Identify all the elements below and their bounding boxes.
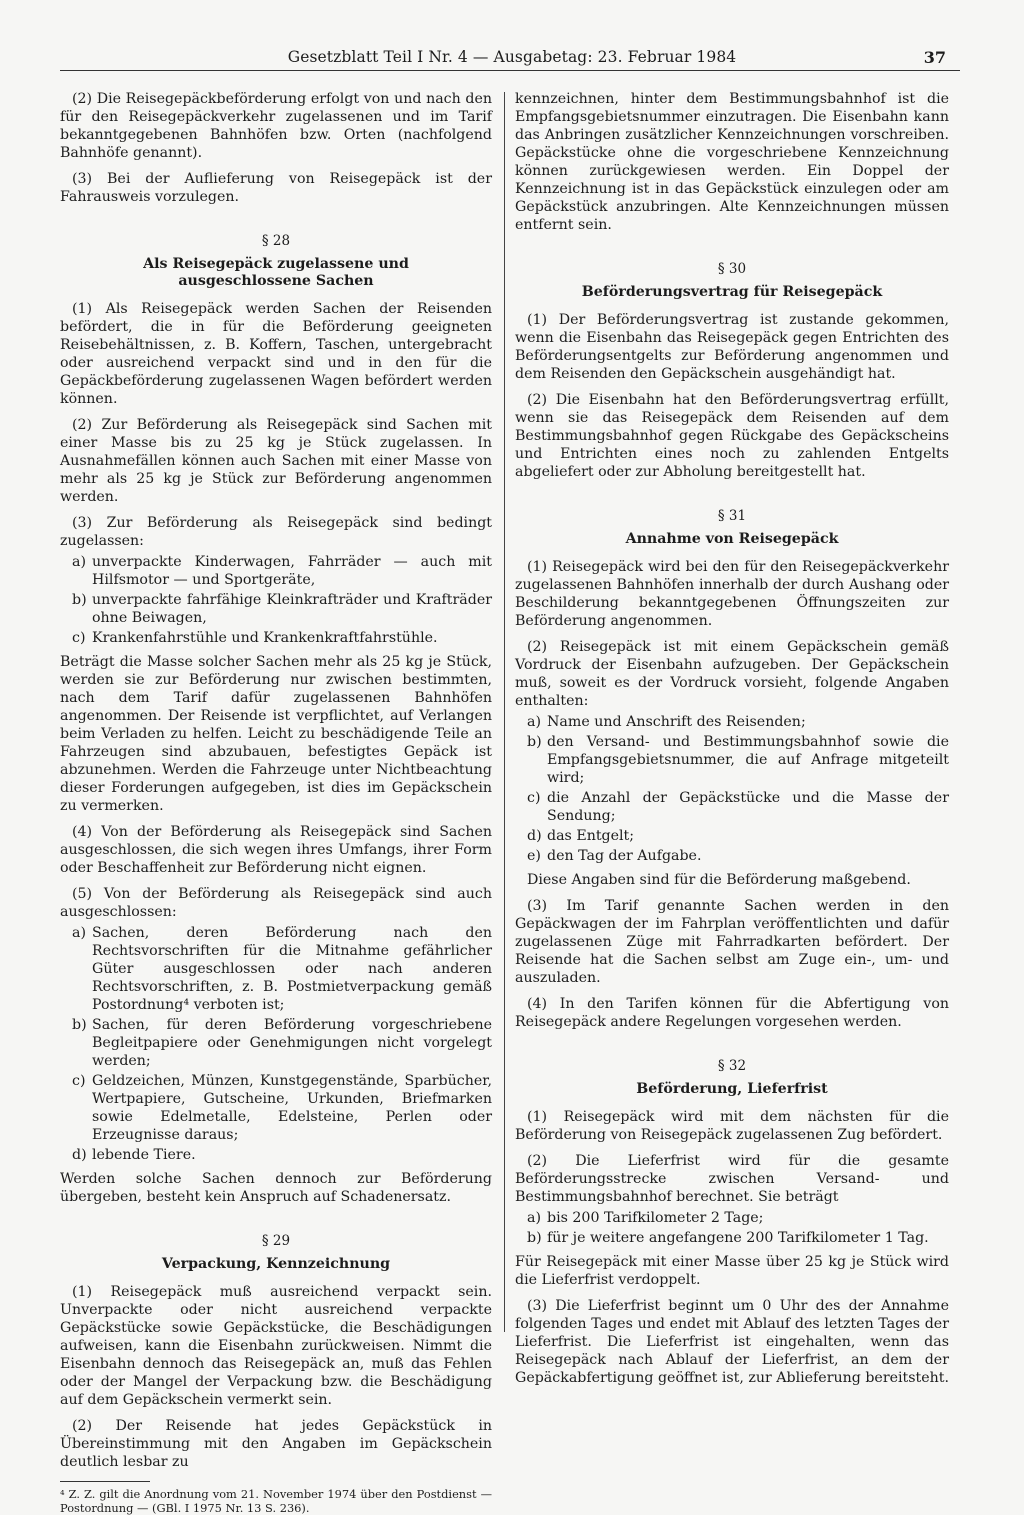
- paragraph: (1) Der Beförderungsvertrag ist zustande gekommen, wenn die Eisenbahn das Reisegepäck gegen Entrichten des Beförderungsentgelts zur Beförderung angenommen und dem Reisenden den Gepäckschein ausgehändigt hat.: [515, 312, 949, 382]
- page-number: 37: [923, 48, 946, 67]
- section-title-line: Als Reisegepäck zugelassene und: [143, 256, 409, 272]
- footnote: ⁴ Z. Z. gilt die Anordnung vom 21. November 1974 über den Postdienst — Postordnung — (GBl. I 1975 Nr. 13 S. 236).: [60, 1487, 492, 1515]
- paragraph: (2) Zur Beförderung als Reisegepäck sind Sachen mit einer Masse bis zu 25 kg je Stück zugelassen. In Ausnahmefällen können auch Sachen mit einer Masse von mehr als 25 kg je Stück zur Beförderung angenommen werden.: [60, 417, 492, 505]
- list-item: [515, 1229, 949, 1247]
- paragraph: (2) Reisegepäck ist mit einem Gepäckschein gemäß Vordruck der Eisenbahn aufzugeben. Der Gepäckschein muß, soweit es der Vordruck vorsieht, folgende Angaben enthalten:: [515, 639, 949, 709]
- list-item-text: unverpackte fahrfähige Kleinkrafträder und Krafträder ohne Beiwagen,: [92, 592, 492, 626]
- section-title-line: ausgeschlossene Sachen: [178, 273, 374, 289]
- section-title-29: Verpackung, Kennzeichnung: [161, 1256, 391, 1272]
- section-number-32: § 32: [717, 1058, 747, 1074]
- list-item: [60, 553, 492, 589]
- list-item: [60, 591, 492, 627]
- section-number-31: § 31: [717, 508, 747, 524]
- left-column: [60, 90, 492, 1515]
- list-item: [515, 1209, 949, 1227]
- paragraph: (1) Reisegepäck wird bei den für den Reisegepäckverkehr zugelassenen Bahnhöfen innerhalb der durch Aushang oder Beschilderung bekanntgegebenen Öffnungszeiten zur Beförderung angenommen.: [515, 559, 949, 629]
- list-item-text: lebende Tiere.: [92, 1147, 196, 1163]
- paragraph: Für Reisegepäck mit einer Masse über 25 kg je Stück wird die Lieferfrist verdoppelt.: [515, 1254, 949, 1288]
- paragraph: (3) Zur Beförderung als Reisegepäck sind bedingt zugelassen:: [60, 515, 492, 549]
- header-rule: [60, 70, 960, 71]
- column-divider: [504, 92, 505, 1332]
- list: [60, 553, 492, 647]
- list-item-text: die Anzahl der Gepäckstücke und die Masse der Sendung;: [547, 790, 949, 824]
- list-marker: a): [72, 554, 86, 570]
- paragraph: (4) Von der Beförderung als Reisegepäck sind Sachen ausgeschlossen, die sich wegen ihres Umfangs, ihrer Form oder Beschaffenheit zur Beförderung nicht eignen.: [60, 824, 492, 876]
- section-number-29: § 29: [261, 1233, 291, 1249]
- list-item-text: unverpackte Kinderwagen, Fahrräder — auch mit Hilfsmotor — und Sportgeräte,: [92, 554, 492, 588]
- list-item: [515, 789, 949, 825]
- list-marker: b): [72, 1017, 87, 1033]
- section-number-28: § 28: [261, 233, 291, 249]
- list-item: [60, 629, 492, 647]
- list-marker: d): [527, 828, 542, 844]
- paragraph: (2) Die Reisegepäckbeförderung erfolgt von und nach den für den Reisegepäckverkehr zugelassenen und im Tarif bekanntgegebenen Bahnhöfen bzw. Orten (nachfolgend Bahnhöfe genannt).: [60, 91, 492, 161]
- list-item: [60, 1146, 492, 1164]
- paragraph: Werden solche Sachen dennoch zur Beförderung übergeben, besteht kein Anspruch auf Schadenersatz.: [60, 1171, 492, 1205]
- paragraph: Beträgt die Masse solcher Sachen mehr als 25 kg je Stück, werden sie zur Beförderung nur zwischen bestimmten, nach dem Tarif dafür zugelassenen Bahnhöfen angenommen. Der Reisende ist verpflichtet, auf Verlangen beim Verladen zu helfen. Leicht zu beschädigende Teile an Fahrzeugen sind abzubauen, befestigtes Gepäck ist abzunehmen. Werden die Fahrzeuge unter Nichtbeachtung dieser Forderungen aufgegeben, ist dies im Gepäckschein zu vermerken.: [60, 654, 492, 814]
- paragraph: kennzeichnen, hinter dem Bestimmungsbahnhof ist die Empfangsgebietsnummer einzutragen. Die Eisenbahn kann das Anbringen zusätzlicher Kennzeichnungen vorschreiben. Gepäckstücke ohne die vorgeschriebene Kennzeichnung können zurückgewiesen werden. Ein Doppel der Kennzeichnung ist in das Gepäckstück einzulegen oder am Gepäckstück anzubringen. Alte Kennzeichnungen müssen entfernt sein.: [515, 91, 949, 233]
- paragraph: (2) Die Eisenbahn hat den Beförderungsvertrag erfüllt, wenn sie das Reisegepäck dem Reisenden auf dem Bestimmungsbahnhof gegen Rückgabe des Gepäckscheins und Entrichten eines noch zu zahlenden Entgelts abgeliefert oder zur Abholung bereitgestellt hat.: [515, 392, 949, 480]
- list-marker: c): [527, 790, 541, 806]
- paragraph: Diese Angaben sind für die Beförderung maßgebend.: [527, 872, 911, 888]
- paragraph: (2) Die Lieferfrist wird für die gesamte Beförderungsstrecke zwischen Versand- und Bestimmungsbahnhof berechnet. Sie beträgt: [515, 1153, 949, 1205]
- list: [515, 713, 949, 865]
- list-marker: c): [72, 630, 86, 646]
- list-item-text: den Tag der Aufgabe.: [547, 848, 702, 864]
- list-item-text: den Versand- und Bestimmungsbahnhof sowie die Empfangsgebietsnummer, die auf Anfrage mitgeteilt wird;: [547, 734, 949, 786]
- right-column: [515, 90, 949, 1395]
- section-number-30: § 30: [717, 261, 747, 277]
- list-marker: e): [527, 848, 541, 864]
- list-item: [515, 733, 949, 787]
- paragraph: (2) Der Reisende hat jedes Gepäckstück in Übereinstimmung mit den Angaben im Gepäckschein deutlich lesbar zu: [60, 1418, 492, 1470]
- list-item-text: Name und Anschrift des Reisenden;: [547, 714, 806, 730]
- list: [515, 1209, 949, 1247]
- paragraph: (3) Bei der Auflieferung von Reisegepäck ist der Fahrausweis vorzulegen.: [60, 171, 492, 205]
- paragraph: (3) Im Tarif genannte Sachen werden in den Gepäckwagen der im Fahrplan veröffentlichten und dafür zugelassenen Züge mit Fahrradkarten befördert. Der Reisende hat die Sachen selbst am Zuge ein-, um- und auszuladen.: [515, 898, 949, 986]
- list-item-text: Krankenfahrstühle und Krankenkraftfahrstühle.: [92, 630, 438, 646]
- paragraph: (3) Die Lieferfrist beginnt um 0 Uhr des der Annahme folgenden Tages und endet mit Ablauf des letzten Tages der Lieferfrist. Die Lieferfrist ist eingehalten, wenn das Reisegepäck nach Ablauf der Lieferfrist, an dem der Gepäckabfertigung geöffnet ist, zur Ablieferung bereitsteht.: [515, 1298, 949, 1386]
- list-item: [60, 1072, 492, 1144]
- paragraph: (1) Reisegepäck muß ausreichend verpackt sein. Unverpackte oder nicht ausreichend verpackte Gepäckstücke sowie Gepäckstücke, die Beschädigungen aufweisen, kann die Eisenbahn zurückweisen. Nimmt die Eisenbahn dennoch das Reisegepäck an, muß das Fehlen oder der Mangel der Verpackung bzw. die Beschädigung auf dem Gepäckschein vermerkt sein.: [60, 1284, 492, 1408]
- section-title-32: Beförderung, Lieferfrist: [636, 1081, 828, 1097]
- list-marker: d): [72, 1147, 87, 1163]
- list-item: [60, 924, 492, 1014]
- list-item-text: Sachen, deren Beförderung nach den Rechtsvorschriften für die Mitnahme gefährlicher Güter ausgeschlossen oder nach anderen Rechtsvorschriften, z. B. Postmietverpackung gemäß Postordnung⁴ verboten ist;: [92, 925, 492, 1013]
- list-marker: b): [527, 1230, 542, 1246]
- list-item-text: für je weitere angefangene 200 Tarifkilometer 1 Tag.: [547, 1230, 929, 1246]
- paragraph: (1) Als Reisegepäck werden Sachen der Reisenden befördert, die in für die Beförderung geeigneten Reisebehältnissen, z. B. Koffern, Taschen, untergebracht oder ausreichend verpackt sind und in den für die Gepäckbeförderung zugelassenen Wagen befördert werden können.: [60, 301, 492, 407]
- paragraph: (1) Reisegepäck wird mit dem nächsten für die Beförderung von Reisegepäck zugelassenen Zug befördert.: [515, 1109, 949, 1143]
- list-marker: c): [72, 1073, 86, 1089]
- list-item: [515, 827, 949, 845]
- section-title-28: [60, 256, 492, 290]
- list-item: [60, 1016, 492, 1070]
- list: [60, 924, 492, 1164]
- section-title-30: Beförderungsvertrag für Reisegepäck: [581, 284, 883, 300]
- paragraph: (4) In den Tarifen können für die Abfertigung von Reisegepäck andere Regelungen vorgesehen werden.: [515, 996, 949, 1030]
- list-item: [515, 713, 949, 731]
- list-item-text: das Entgelt;: [547, 828, 635, 844]
- list-item-text: Sachen, für deren Beförderung vorgeschriebene Begleitpapiere oder Genehmigungen nicht vorgelegt werden;: [92, 1017, 492, 1069]
- list-item: [515, 847, 949, 865]
- header-title: Gesetzblatt Teil I Nr. 4 — Ausgabetag: 23. Februar 1984: [287, 48, 737, 66]
- list-marker: b): [527, 734, 542, 750]
- list-marker: a): [72, 925, 86, 941]
- footnote-rule: [60, 1481, 150, 1482]
- list-marker: a): [527, 714, 541, 730]
- list-item-text: Geldzeichen, Münzen, Kunstgegenstände, Sparbücher, Wertpapiere, Gutscheine, Urkunden, Briefmarken sowie Edelmetalle, Edelsteine, Perlen oder Erzeugnisse daraus;: [92, 1073, 492, 1143]
- list-item-text: bis 200 Tarifkilometer 2 Tage;: [547, 1210, 764, 1226]
- section-title-31: Annahme von Reisegepäck: [625, 531, 839, 547]
- paragraph: (5) Von der Beförderung als Reisegepäck sind auch ausgeschlossen:: [60, 886, 492, 920]
- list-marker: a): [527, 1210, 541, 1226]
- list-marker: b): [72, 592, 87, 608]
